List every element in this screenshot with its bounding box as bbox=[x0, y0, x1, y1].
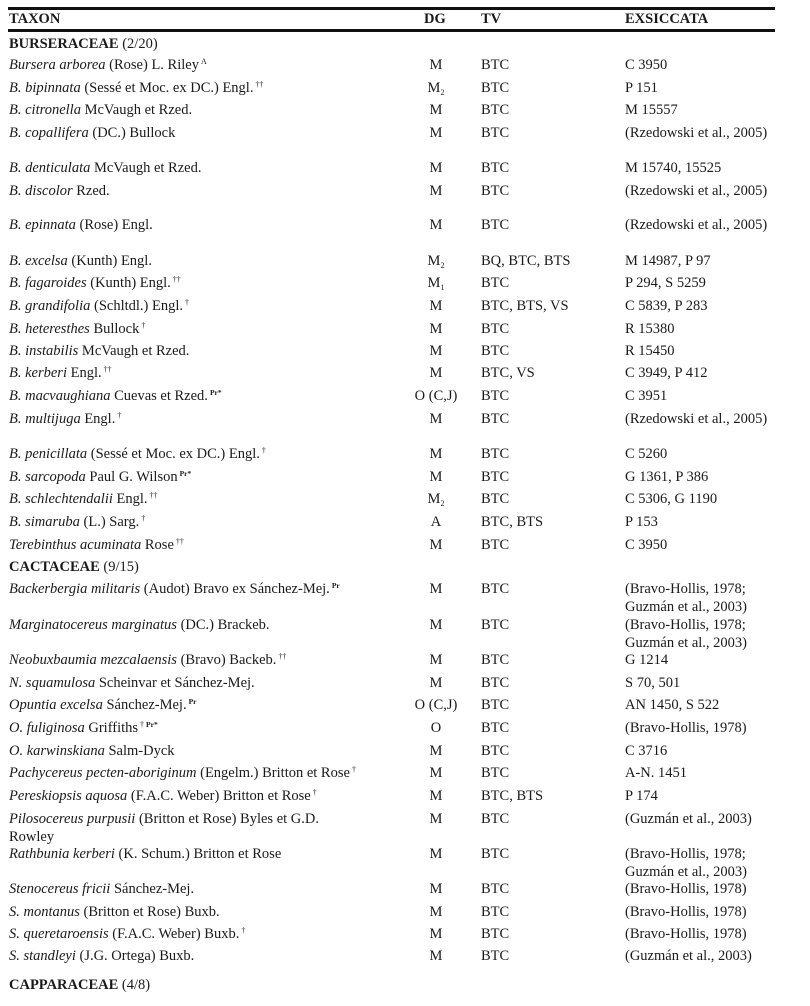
dg-cell bbox=[405, 536, 467, 554]
taxon-mark: †† bbox=[255, 80, 264, 89]
family-name: CAPPARACEAE bbox=[9, 977, 119, 993]
exsiccata-cell: R 15450 bbox=[625, 343, 675, 359]
dg-cell bbox=[405, 616, 467, 634]
exsiccata-cell: C 3950 bbox=[625, 537, 668, 553]
tv-cell: BTC, BTS bbox=[481, 788, 544, 804]
tv-cell: BTC, VS bbox=[481, 365, 535, 381]
exsiccata-cell: (Rzedowski et al., 2005) bbox=[625, 217, 768, 233]
dg-value: M bbox=[429, 904, 443, 920]
taxon-cell bbox=[9, 845, 409, 863]
dg-subscript: 1 bbox=[440, 283, 445, 292]
tv-cell: BTC bbox=[481, 160, 510, 176]
exsiccata-cell: AN 1450, S 522 bbox=[625, 697, 720, 713]
taxon-mark: † bbox=[185, 298, 190, 307]
taxon-cell bbox=[9, 616, 409, 634]
tv-cell: BTC bbox=[481, 904, 510, 920]
family-count: (2/20) bbox=[122, 36, 158, 52]
dg-cell bbox=[405, 742, 467, 760]
dg-cell bbox=[405, 580, 467, 598]
taxon-author: (F.A.C. Weber) Buxb. bbox=[112, 926, 240, 942]
exsiccata-cell: (Bravo-Hollis, 1978; Guzmán et al., 2003) bbox=[625, 846, 748, 880]
taxon-cell bbox=[9, 101, 409, 119]
tv-cell: BTC bbox=[481, 388, 510, 404]
dg-value: M bbox=[427, 491, 441, 507]
dg-value: M bbox=[429, 411, 443, 427]
taxon-cell bbox=[9, 297, 409, 315]
taxon-author: McVaugh et Rzed. bbox=[84, 102, 193, 118]
protection-status: Pr bbox=[331, 581, 340, 590]
dg-value: M bbox=[429, 365, 443, 381]
dg-subscript: 2 bbox=[440, 261, 445, 270]
taxon-name: Terebinthus acuminata bbox=[9, 537, 142, 553]
taxon-mark: † bbox=[241, 926, 246, 935]
exsiccata-cell: (Rzedowski et al., 2005) bbox=[625, 183, 768, 199]
taxon-name: B. citronella bbox=[9, 102, 81, 118]
dg-value: M bbox=[429, 948, 443, 964]
dg-cell bbox=[405, 513, 467, 531]
taxon-name: B. simaruba bbox=[9, 514, 80, 530]
taxon-author: (Britton et Rose) Buxb. bbox=[83, 904, 220, 920]
taxon-cell bbox=[9, 364, 409, 382]
tv-cell: BTC bbox=[481, 617, 510, 633]
taxon-author: (Kunth) Engl. bbox=[90, 275, 171, 291]
dg-value: M bbox=[429, 217, 443, 233]
taxon-author: (F.A.C. Weber) Britton et Rose bbox=[130, 788, 311, 804]
dg-value: M bbox=[429, 743, 443, 759]
taxon-mark: †† bbox=[175, 537, 184, 546]
taxon-name: Rathbunia kerberi bbox=[9, 846, 115, 862]
tv-cell: BTC bbox=[481, 652, 510, 668]
tv-cell: BTC, BTS, VS bbox=[481, 298, 569, 314]
tv-cell: BTC bbox=[481, 811, 510, 827]
taxon-name: B. schlechtendalii bbox=[9, 491, 113, 507]
dg-cell bbox=[405, 410, 467, 428]
header-tv: TV bbox=[481, 11, 502, 27]
exsiccata-cell: (Guzmán et al., 2003) bbox=[625, 948, 752, 964]
taxon-name: Opuntia excelsa bbox=[9, 697, 103, 713]
taxon-author: McVaugh et Rzed. bbox=[93, 160, 202, 176]
dg-cell bbox=[405, 651, 467, 669]
taxon-name: S. queretaroensis bbox=[9, 926, 109, 942]
taxon-author: (Engelm.) Britton et Rose bbox=[200, 765, 350, 781]
tv-cell: BTC bbox=[481, 183, 510, 199]
taxon-name: Backerbergia militaris bbox=[9, 581, 141, 597]
tv-cell: BTC bbox=[481, 469, 510, 485]
taxon-cell bbox=[9, 742, 409, 760]
taxon-name: Bursera arborea bbox=[9, 57, 106, 73]
exsiccata-cell: S 70, 501 bbox=[625, 675, 681, 691]
dg-cell bbox=[405, 810, 467, 828]
taxon-cell bbox=[9, 320, 409, 338]
taxon-cell bbox=[9, 159, 409, 177]
taxon-author: Sánchez-Mej. bbox=[113, 881, 195, 897]
taxon-name: B. penicillata bbox=[9, 446, 88, 462]
tv-cell: BTC bbox=[481, 343, 510, 359]
exsiccata-cell: M 15740, 15525 bbox=[625, 160, 722, 176]
tv-cell: BTC bbox=[481, 581, 510, 597]
taxon-author: (DC.) Brackeb. bbox=[180, 617, 270, 633]
taxon-cell bbox=[9, 252, 409, 270]
exsiccata-cell: P 153 bbox=[625, 514, 658, 530]
taxon-cell bbox=[9, 79, 409, 97]
dg-value: O bbox=[430, 720, 442, 736]
dg-cell bbox=[405, 674, 467, 692]
taxon-author: (Rose) Engl. bbox=[79, 217, 153, 233]
exsiccata-cell: C 5839, P 283 bbox=[625, 298, 708, 314]
exsiccata-cell: C 3949, P 412 bbox=[625, 365, 708, 381]
tv-cell: BTC bbox=[481, 321, 510, 337]
taxon-cell bbox=[9, 274, 409, 292]
taxon-author: (Audot) Bravo ex Sánchez-Mej. bbox=[143, 581, 330, 597]
dg-value: M bbox=[427, 253, 441, 269]
tv-cell: BTC bbox=[481, 697, 510, 713]
taxon-name: B. grandifolia bbox=[9, 298, 91, 314]
dg-cell bbox=[405, 182, 467, 200]
header-exsiccata: EXSICCATA bbox=[625, 11, 709, 27]
exsiccata-cell: C 5260 bbox=[625, 446, 668, 462]
taxon-cell bbox=[9, 536, 409, 554]
taxon-author: (Rose) L. Riley bbox=[109, 57, 199, 73]
taxon-mark: † bbox=[261, 446, 266, 455]
dg-value: M bbox=[429, 446, 443, 462]
taxon-name: Pereskiopsis aquosa bbox=[9, 788, 128, 804]
exsiccata-cell: M 15557 bbox=[625, 102, 678, 118]
tv-cell: BTC bbox=[481, 446, 510, 462]
family-heading bbox=[9, 558, 409, 576]
dg-cell bbox=[405, 468, 467, 486]
tv-cell: BTC, BTS bbox=[481, 514, 544, 530]
exsiccata-cell: C 5306, G 1190 bbox=[625, 491, 718, 507]
exsiccata-cell: C 3951 bbox=[625, 388, 668, 404]
exsiccata-cell: (Bravo-Hollis, 1978; Guzmán et al., 2003) bbox=[625, 617, 748, 651]
tv-cell: BTC bbox=[481, 846, 510, 862]
exsiccata-cell: R 15380 bbox=[625, 321, 675, 337]
family-heading bbox=[9, 35, 409, 53]
taxon-name: B. denticulata bbox=[9, 160, 91, 176]
dg-value: M bbox=[429, 881, 443, 897]
dg-value: M bbox=[429, 788, 443, 804]
taxon-mark: † bbox=[141, 514, 146, 523]
protection-status: Pr* bbox=[179, 469, 192, 478]
taxon-cell bbox=[9, 787, 409, 805]
tv-cell: BTC bbox=[481, 80, 510, 96]
dg-cell bbox=[405, 342, 467, 360]
taxon-author: Scheinvar et Sánchez-Mej. bbox=[98, 675, 255, 691]
taxon-cell bbox=[9, 342, 409, 360]
taxon-cell bbox=[9, 947, 409, 965]
taxon-author: Salm-Dyck bbox=[108, 743, 175, 759]
family-name: CACTACEAE bbox=[9, 559, 100, 575]
taxon-author: (Sessé et Moc. ex DC.) Engl. bbox=[84, 80, 254, 96]
dg-cell bbox=[405, 845, 467, 863]
exsiccata-cell: (Rzedowski et al., 2005) bbox=[625, 125, 768, 141]
exsiccata-cell: (Bravo-Hollis, 1978) bbox=[625, 720, 747, 736]
exsiccata-cell: P 174 bbox=[625, 788, 658, 804]
tv-cell: BTC bbox=[481, 881, 510, 897]
dg-value: M bbox=[429, 469, 443, 485]
dg-cell bbox=[405, 252, 467, 270]
dg-value: M bbox=[429, 321, 443, 337]
taxon-author: Engl. bbox=[116, 491, 148, 507]
dg-value: M bbox=[429, 343, 443, 359]
dg-value: M bbox=[429, 652, 443, 668]
taxon-name: Stenocereus fricii bbox=[9, 881, 111, 897]
dg-cell bbox=[405, 79, 467, 97]
taxon-name: S. montanus bbox=[9, 904, 80, 920]
taxon-mark: †† bbox=[149, 491, 158, 500]
exsiccata-cell: P 151 bbox=[625, 80, 658, 96]
taxon-name: Marginatocereus marginatus bbox=[9, 617, 177, 633]
dg-cell bbox=[405, 364, 467, 382]
taxon-author: Rose bbox=[144, 537, 174, 553]
taxon-cell bbox=[9, 490, 409, 508]
tv-cell: BTC bbox=[481, 217, 510, 233]
taxon-mark: † bbox=[351, 765, 356, 774]
taxon-mark: † bbox=[312, 788, 317, 797]
dg-value: M bbox=[429, 57, 443, 73]
dg-value: M bbox=[429, 537, 443, 553]
taxon-mark: †† bbox=[278, 652, 287, 661]
taxon-author: (J.G. Ortega) Buxb. bbox=[79, 948, 195, 964]
taxon-cell bbox=[9, 880, 409, 898]
dg-cell bbox=[405, 903, 467, 921]
taxon-cell bbox=[9, 719, 409, 737]
dg-cell bbox=[405, 719, 467, 737]
exsiccata-cell: (Bravo-Hollis, 1978; Guzmán et al., 2003) bbox=[625, 581, 748, 615]
dg-cell bbox=[405, 925, 467, 943]
taxon-name: B. bipinnata bbox=[9, 80, 81, 96]
exsiccata-cell: G 1214 bbox=[625, 652, 669, 668]
taxon-author: (L.) Sarg. bbox=[83, 514, 140, 530]
family-name: BURSERACEAE bbox=[9, 36, 119, 52]
dg-value: A bbox=[430, 514, 442, 530]
taxon-cell bbox=[9, 182, 409, 200]
taxon-author: (DC.) Bullock bbox=[92, 125, 176, 141]
dg-subscript: 2 bbox=[440, 499, 445, 508]
taxon-author: (Sessé et Moc. ex DC.) Engl. bbox=[90, 446, 260, 462]
dg-cell bbox=[405, 880, 467, 898]
taxon-name: S. standleyi bbox=[9, 948, 76, 964]
taxon-author: Rzed. bbox=[76, 183, 110, 199]
taxon-name: B. multijuga bbox=[9, 411, 81, 427]
exsiccata-cell: (Bravo-Hollis, 1978) bbox=[625, 904, 747, 920]
tv-cell: BTC bbox=[481, 926, 510, 942]
dg-cell bbox=[405, 490, 467, 508]
taxon-name: B. macvaughiana bbox=[9, 388, 111, 404]
dg-cell bbox=[405, 947, 467, 965]
taxon-name: O. fuliginosa bbox=[9, 720, 85, 736]
dg-cell bbox=[405, 124, 467, 142]
taxon-mark: A bbox=[200, 57, 207, 66]
taxon-author: Engl. bbox=[84, 411, 116, 427]
exsiccata-cell: (Bravo-Hollis, 1978) bbox=[625, 881, 747, 897]
dg-value: M bbox=[429, 765, 443, 781]
dg-value: M bbox=[429, 846, 443, 862]
tv-cell: BTC bbox=[481, 720, 510, 736]
dg-cell bbox=[405, 274, 467, 292]
dg-cell bbox=[405, 445, 467, 463]
dg-cell bbox=[405, 216, 467, 234]
taxon-cell bbox=[9, 810, 359, 846]
tv-cell: BTC bbox=[481, 948, 510, 964]
exsiccata-cell: M 14987, P 97 bbox=[625, 253, 711, 269]
taxon-cell bbox=[9, 513, 409, 531]
tv-cell: BTC bbox=[481, 411, 510, 427]
family-count: (4/8) bbox=[121, 977, 151, 993]
tv-cell: BTC bbox=[481, 743, 510, 759]
taxon-cell bbox=[9, 387, 409, 405]
dg-cell bbox=[405, 101, 467, 119]
taxon-author: Paul G. Wilson bbox=[89, 469, 178, 485]
protection-status: Pr bbox=[188, 697, 197, 706]
taxon-cell bbox=[9, 696, 409, 714]
protection-status: Pr* bbox=[146, 720, 158, 729]
taxon-name: B. copallifera bbox=[9, 125, 89, 141]
dg-value: M bbox=[429, 125, 443, 141]
taxon-name: Pachycereus pecten-aboriginum bbox=[9, 765, 197, 781]
exsiccata-cell: (Guzmán et al., 2003) bbox=[625, 811, 752, 827]
tv-cell: BTC bbox=[481, 537, 510, 553]
tv-cell: BTC bbox=[481, 57, 510, 73]
taxon-mark: † bbox=[117, 411, 122, 420]
exsiccata-cell: (Bravo-Hollis, 1978) bbox=[625, 926, 747, 942]
taxon-cell bbox=[9, 580, 409, 598]
exsiccata-cell: (Rzedowski et al., 2005) bbox=[625, 411, 768, 427]
taxon-name: B. discolor bbox=[9, 183, 73, 199]
dg-cell bbox=[405, 159, 467, 177]
dg-value: M bbox=[429, 675, 443, 691]
taxon-mark: † bbox=[140, 720, 145, 729]
taxon-cell bbox=[9, 410, 409, 428]
taxon-author: Griffiths bbox=[88, 720, 139, 736]
dg-value: M bbox=[429, 581, 443, 597]
taxon-author: (Bravo) Backeb. bbox=[180, 652, 277, 668]
taxon-name: B. fagaroides bbox=[9, 275, 87, 291]
taxon-cell bbox=[9, 651, 409, 669]
taxon-cell bbox=[9, 764, 409, 782]
dg-value: M bbox=[429, 160, 443, 176]
taxon-mark: †† bbox=[172, 275, 181, 284]
taxon-name: Neobuxbaumia mezcalaensis bbox=[9, 652, 177, 668]
dg-cell bbox=[405, 787, 467, 805]
dg-value: M bbox=[427, 275, 441, 291]
tv-cell: BTC bbox=[481, 102, 510, 118]
tv-cell: BTC bbox=[481, 125, 510, 141]
exsiccata-cell: P 294, S 5259 bbox=[625, 275, 706, 291]
header-taxon: TAXON bbox=[9, 11, 61, 27]
taxon-author: Bullock bbox=[93, 321, 140, 337]
dg-cell bbox=[405, 320, 467, 338]
dg-value: M bbox=[427, 80, 441, 96]
exsiccata-cell: A-N. 1451 bbox=[625, 765, 688, 781]
dg-value: M bbox=[429, 183, 443, 199]
exsiccata-cell: C 3716 bbox=[625, 743, 668, 759]
exsiccata-cell: G 1361, P 386 bbox=[625, 469, 709, 485]
tv-cell: BTC bbox=[481, 491, 510, 507]
dg-value: M bbox=[429, 102, 443, 118]
taxon-name: Pilosocereus purpusii bbox=[9, 811, 136, 827]
dg-value: M bbox=[429, 298, 443, 314]
taxon-cell bbox=[9, 445, 409, 463]
taxon-author: (Schltdl.) Engl. bbox=[94, 298, 184, 314]
taxon-name: B. kerberi bbox=[9, 365, 67, 381]
taxon-author: (Kunth) Engl. bbox=[71, 253, 152, 269]
exsiccata-cell: C 3950 bbox=[625, 57, 668, 73]
family-count: (9/15) bbox=[103, 559, 139, 575]
dg-value: O (C,J) bbox=[414, 697, 458, 713]
taxon-author: McVaugh et Rzed. bbox=[81, 343, 190, 359]
taxon-author: Cuevas et Rzed. bbox=[114, 388, 208, 404]
dg-cell bbox=[405, 297, 467, 315]
taxon-cell bbox=[9, 216, 409, 234]
dg-value: M bbox=[429, 811, 443, 827]
taxon-author: (K. Schum.) Britton et Rose bbox=[118, 846, 282, 862]
taxon-name: B. excelsa bbox=[9, 253, 68, 269]
dg-cell bbox=[405, 387, 467, 405]
taxon-author: (Britton et Rose) Byles et G.D. Rowley bbox=[9, 811, 319, 845]
dg-subscript: 2 bbox=[440, 88, 445, 97]
taxon-cell bbox=[9, 674, 409, 692]
taxon-name: B. sarcopoda bbox=[9, 469, 86, 485]
taxon-author: Sánchez-Mej. bbox=[106, 697, 187, 713]
tv-cell: BQ, BTC, BTS bbox=[481, 253, 571, 269]
taxon-author: Engl. bbox=[70, 365, 102, 381]
taxon-name: O. karwinskiana bbox=[9, 743, 105, 759]
tv-cell: BTC bbox=[481, 765, 510, 781]
tv-cell: BTC bbox=[481, 275, 510, 291]
family-heading bbox=[9, 976, 409, 994]
protection-status: Pr* bbox=[209, 388, 222, 397]
dg-value: M bbox=[429, 617, 443, 633]
taxon-mark: †† bbox=[103, 365, 112, 374]
dg-value: M bbox=[429, 926, 443, 942]
dg-value: O (C,J) bbox=[414, 388, 458, 404]
taxon-cell bbox=[9, 925, 409, 943]
taxon-cell bbox=[9, 56, 409, 74]
tv-cell: BTC bbox=[481, 675, 510, 691]
taxon-cell bbox=[9, 124, 409, 142]
taxon-cell bbox=[9, 903, 409, 921]
taxon-name: N. squamulosa bbox=[9, 675, 96, 691]
header-bottom-rule bbox=[8, 29, 775, 32]
header-dg: DG bbox=[424, 11, 446, 27]
taxon-cell bbox=[9, 468, 409, 486]
taxon-mark: † bbox=[141, 321, 146, 330]
dg-cell bbox=[405, 696, 467, 714]
dg-cell bbox=[405, 764, 467, 782]
dg-cell bbox=[405, 56, 467, 74]
taxon-name: B. epinnata bbox=[9, 217, 76, 233]
taxon-name: B. heteresthes bbox=[9, 321, 90, 337]
taxon-name: B. instabilis bbox=[9, 343, 79, 359]
